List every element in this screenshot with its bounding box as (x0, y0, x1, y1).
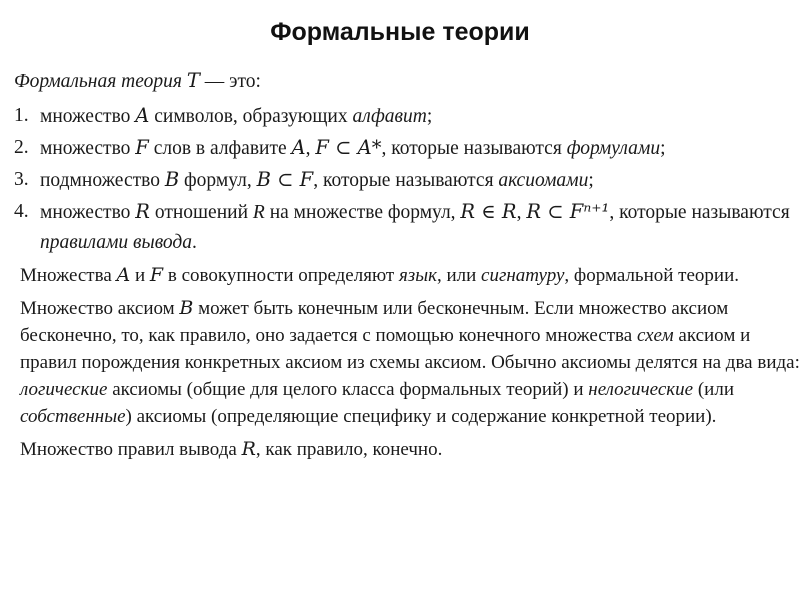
paragraph-axioms (20, 295, 800, 430)
math-symbol: F (149, 264, 164, 286)
text-run: , как правило, конечно. (255, 439, 443, 460)
math-symbol: F (135, 136, 149, 159)
text-run: . (192, 232, 197, 253)
intro-suffix: — это: (204, 71, 261, 92)
item-content (40, 106, 432, 127)
list-item (14, 101, 800, 132)
paragraph-rules (20, 436, 800, 463)
text-run: ) аксиомы (определяющие специфику и содержание конкретной теории). (125, 406, 717, 427)
text-run: ; (426, 106, 433, 127)
text-run: слов в алфавите (148, 138, 292, 159)
italic-term: правилами вывода (40, 232, 193, 253)
text-run: Множество аксиом (20, 298, 180, 319)
math-symbol: R ⊂ Fⁿ⁺¹ (526, 200, 610, 223)
text-run: , которые называются (381, 138, 567, 159)
intro-text: Формальная теория (14, 71, 182, 92)
text-run: ; (588, 170, 594, 191)
italic-term: собственные (20, 406, 126, 427)
text-run: аксиомы (общие для целого класса формальных теорий) и (107, 379, 589, 400)
text-run: может быть конечным или бесконечным. Если множество аксиом бесконечно, то, как правило, оно задается с помощью конечного множества (20, 298, 729, 346)
italic-term: язык (398, 265, 437, 286)
math-symbol: F ⊂ A* (315, 136, 382, 159)
math-symbol: B ⊂ F (256, 168, 314, 191)
italic-term: сигнатуру (481, 265, 565, 286)
theory-symbol: T (186, 69, 200, 92)
text-run: ; (660, 138, 666, 159)
italic-term: нелогические (588, 379, 694, 400)
math-symbol: B (164, 168, 180, 191)
text-run: символов, образующих (149, 106, 353, 127)
math-symbol: B (179, 297, 194, 319)
text-run: множество (40, 202, 136, 223)
item-number: 3. (14, 169, 29, 190)
item-number: 2. (14, 137, 29, 158)
text-run: на множестве формул, (264, 202, 461, 223)
page-title: Формальные теории (270, 18, 530, 46)
definition-list (14, 101, 800, 258)
intro-line (14, 66, 800, 97)
text-run: , которые называются (609, 202, 790, 223)
text-run: Множество правил вывода (20, 439, 242, 460)
math-symbol: R (135, 200, 150, 223)
item-number: 1. (14, 105, 29, 126)
math-symbol: A (291, 136, 306, 159)
italic-term: алфавит (352, 106, 427, 127)
math-symbol: A (116, 264, 131, 286)
text-run: аксиом и правил порождения конкретных аксиом из схемы аксиом. Обычно аксиомы делятся на два вида: (20, 325, 800, 373)
text-run: в совокупности определяют (163, 265, 399, 286)
text-run: и (130, 265, 150, 286)
scanned-text-block (14, 66, 800, 463)
italic-term: схем (636, 325, 674, 346)
item-content (40, 202, 790, 253)
item-content (40, 170, 594, 191)
text-run: , (305, 138, 316, 159)
list-item (14, 133, 800, 164)
list-item (14, 197, 800, 258)
text-run: , которые называются (313, 170, 499, 191)
text-run: отношений (149, 202, 253, 223)
paragraph-language (20, 262, 800, 289)
text-run: , (516, 202, 527, 223)
text-run: Множества (20, 265, 117, 286)
list-item (14, 165, 800, 196)
italic-term: логические (20, 379, 108, 400)
math-symbol: R ∈ R (460, 200, 517, 223)
item-content (40, 138, 666, 159)
math-symbol: R (241, 438, 256, 460)
text-run: множество (40, 138, 136, 159)
italic-term: R (252, 202, 265, 223)
text-run: подмножество (40, 170, 165, 191)
text-run: (или (693, 379, 734, 400)
italic-term: формулами (566, 138, 661, 159)
text-run: , формальной теории. (564, 265, 739, 286)
text-run: формул, (179, 170, 257, 191)
item-number: 4. (14, 201, 29, 222)
math-symbol: A (135, 104, 150, 127)
text-run: множество (40, 106, 136, 127)
italic-term: аксиомами (498, 170, 589, 191)
text-run: , или (436, 265, 482, 286)
